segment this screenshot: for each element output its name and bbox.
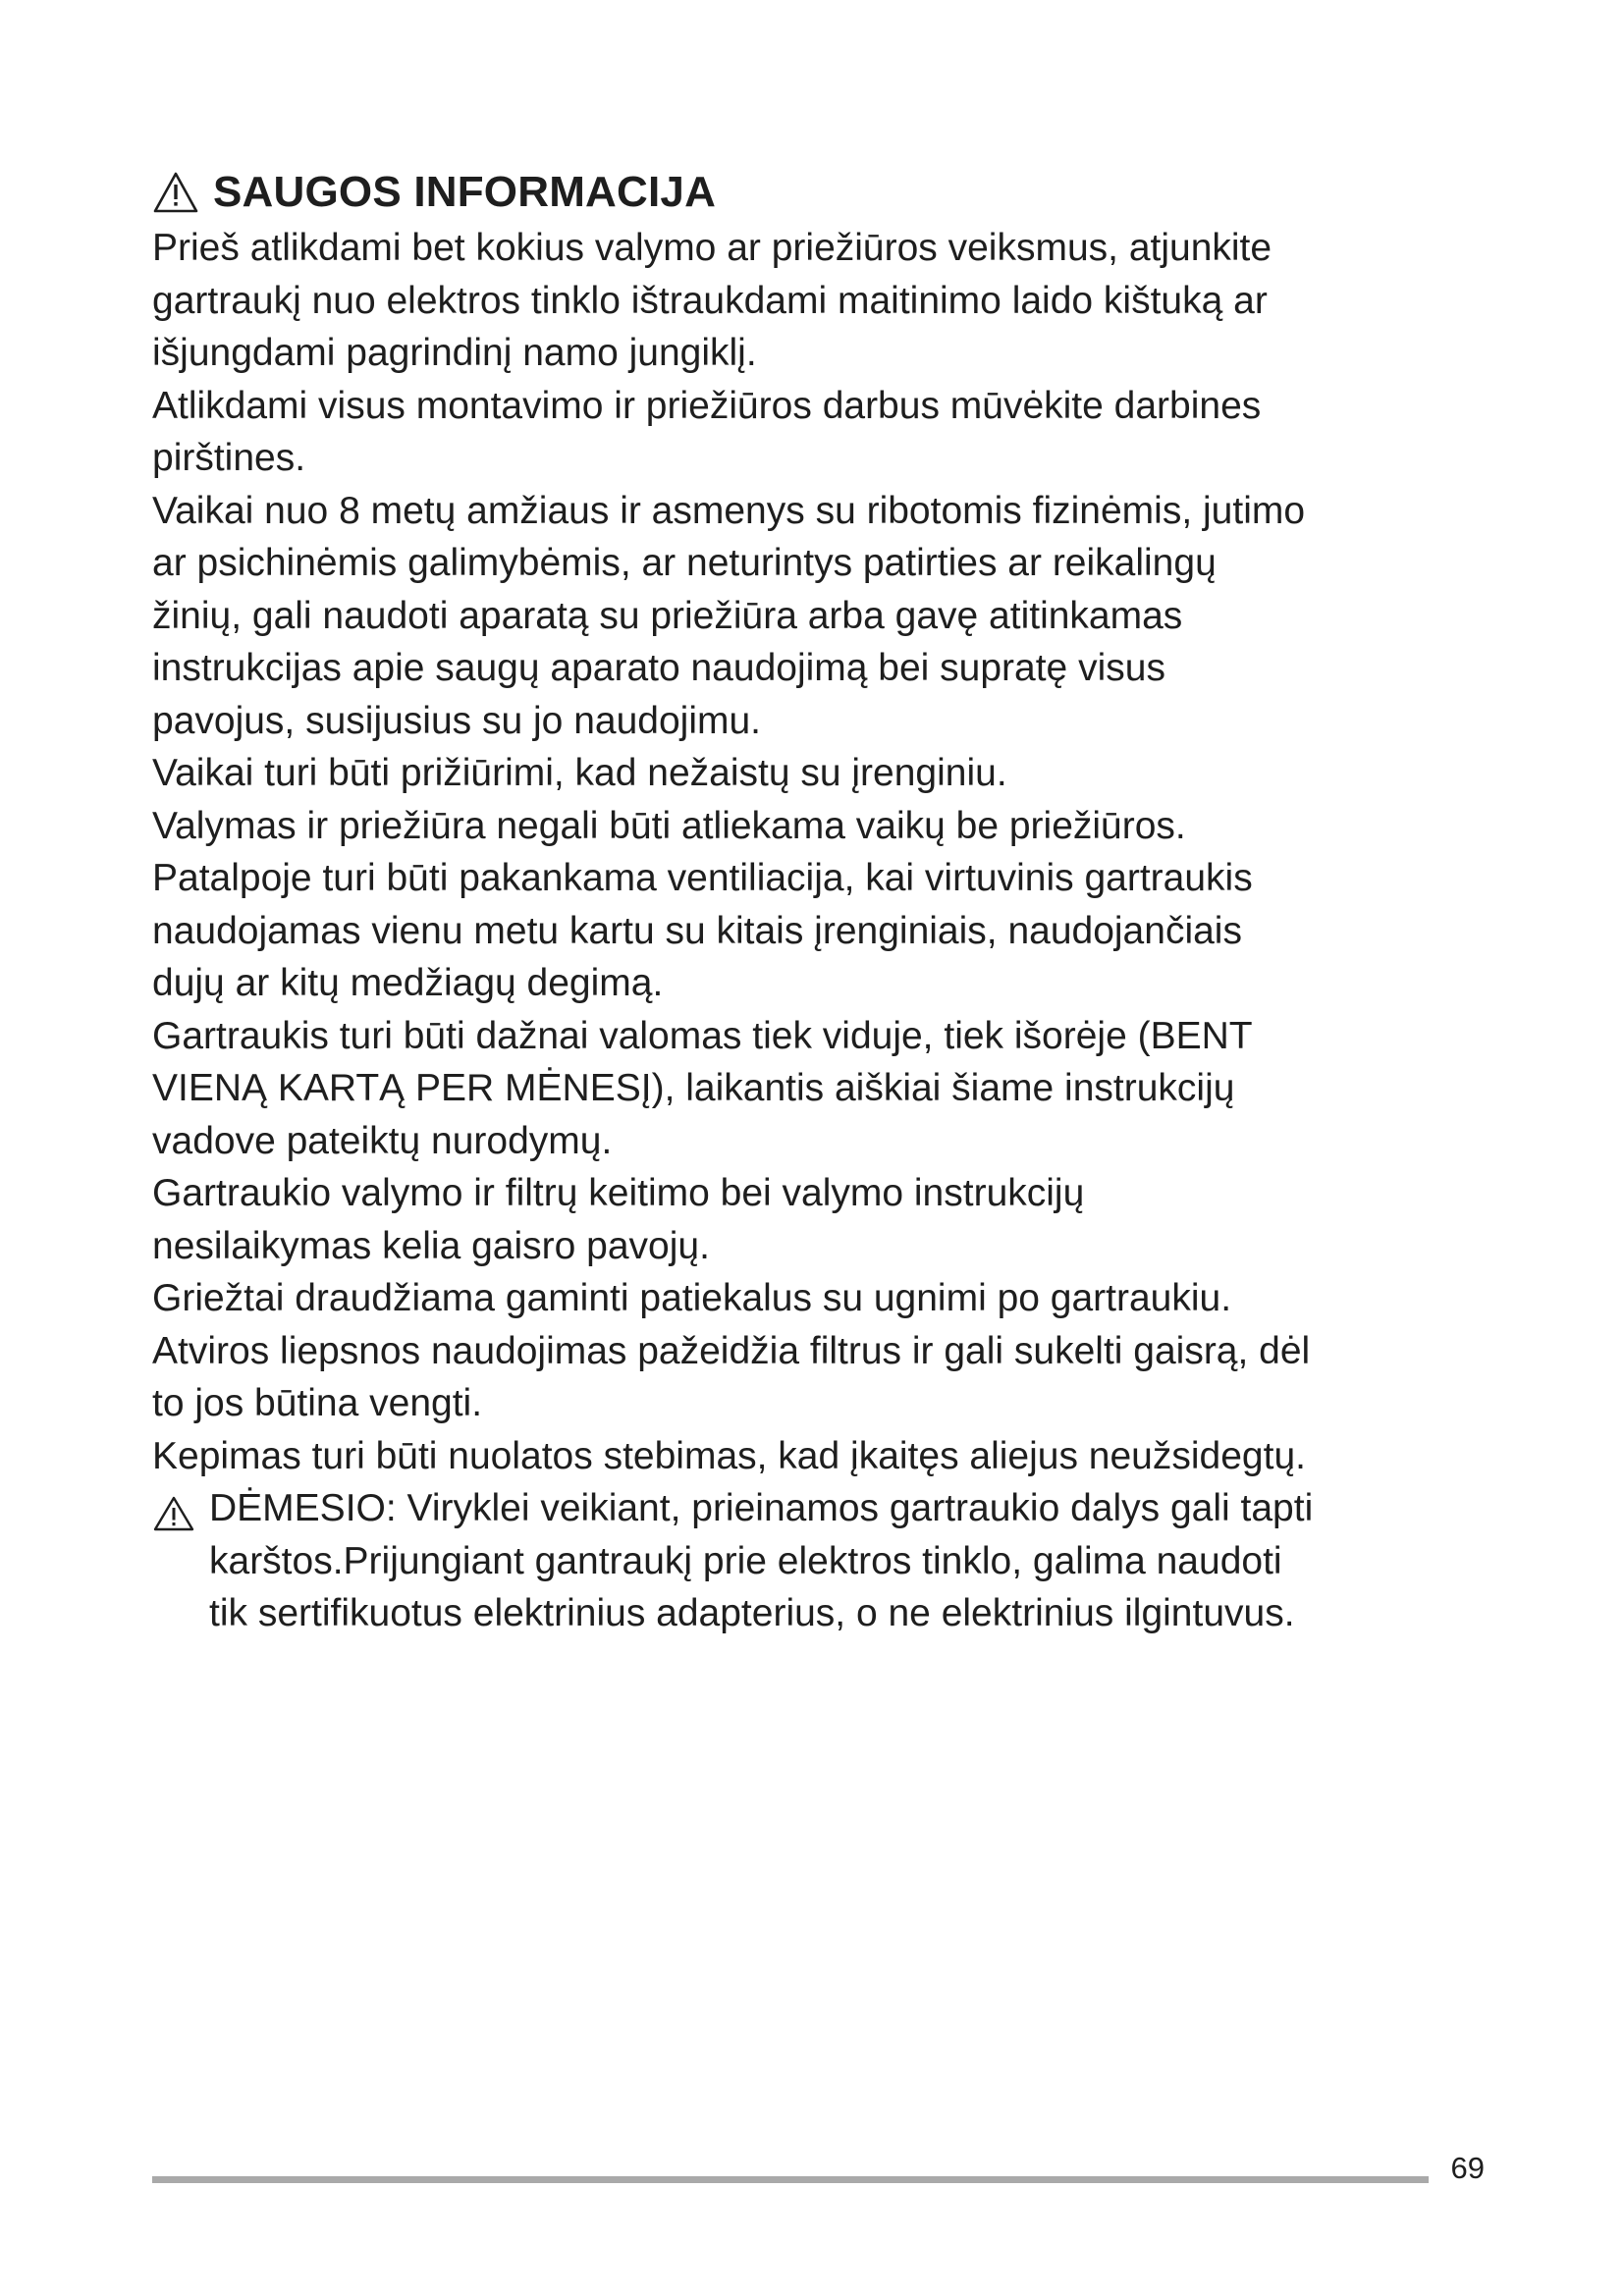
paragraph-line: Atlikdami visus montavimo ir priežiūros darbus mūvėkite darbines	[152, 384, 1262, 427]
warning-line: DĖMESIO: Viryklei veikiant, prieinamos gartraukio dalys gali tapti	[209, 1487, 1314, 1529]
paragraph-line: Vaikai turi būti prižiūrimi, kad nežaistų su įrenginiu.	[152, 752, 1007, 794]
paragraph-line: išjungdami pagrindinį namo jungiklį.	[152, 332, 757, 374]
paragraph-frying	[152, 1430, 1488, 1483]
page-number: 69	[1450, 2151, 1485, 2185]
paragraph-line: Griežtai draudžiama gaminti patiekalus su ugnimi po gartraukiu.	[152, 1277, 1232, 1319]
paragraph-ventilation	[152, 852, 1488, 1010]
footer-rule	[152, 2176, 1429, 2183]
paragraph-cleaning-children	[152, 800, 1488, 853]
paragraph-line: vadove pateiktų nurodymų.	[152, 1119, 613, 1162]
paragraph-line: pavojus, susijusius su jo naudojimu.	[152, 699, 762, 742]
warning-line: tik sertifikuotus elektrinius adapterius, o ne elektrinius ilgintuvus.	[209, 1592, 1295, 1634]
paragraph-gloves	[152, 380, 1488, 485]
paragraph-line: žinių, gali naudoti aparatą su priežiūra arba gavę atitinkamas	[152, 594, 1183, 637]
paragraph-line: Gartraukio valymo ir filtrų keitimo bei valymo instrukcijų	[152, 1172, 1085, 1214]
paragraph-fire-risk	[152, 1167, 1488, 1272]
paragraph-line: VIENĄ KARTĄ PER MĖNESĮ), laikantis aiškiai šiame instrukcijų	[152, 1067, 1235, 1109]
paragraph-line: Atviros liepsnos naudojimas pažeidžia filtrus ir gali sukelti gaisrą, dėl	[152, 1329, 1311, 1372]
paragraph-line: pirštines.	[152, 437, 306, 479]
paragraph-line: Kepimas turi būti nuolatos stebimas, kad įkaitęs aliejus neužsidegtų.	[152, 1434, 1306, 1477]
warning-line: karštos.Prijungiant gantraukį prie elektros tinklo, galima naudoti	[209, 1539, 1282, 1582]
paragraph-line: ar psichinėmis galimybėmis, ar neturintys patirties ar reikalingų	[152, 542, 1217, 584]
paragraph-line: instrukcijas apie saugų aparato naudojimą bei supratę visus	[152, 647, 1165, 689]
section-title: SAUGOS INFORMACIJA	[213, 168, 717, 216]
paragraph-line: Gartraukis turi būti dažnai valomas tiek viduje, tiek išorėje (BENT	[152, 1014, 1253, 1057]
paragraph-line: Valymas ir priežiūra negali būti atliekama vaikų be priežiūros.	[152, 804, 1186, 847]
warning-triangle-icon	[152, 1495, 195, 1532]
page-content	[152, 165, 1488, 1640]
warning-triangle-icon	[152, 171, 199, 214]
paragraph-disconnect	[152, 222, 1488, 380]
paragraph-line: gartraukį nuo elektros tinklo ištraukdami maitinimo laido kištuką ar	[152, 279, 1268, 322]
paragraph-line: dujų ar kitų medžiagų degimą.	[152, 962, 664, 1004]
paragraph-line: to jos būtina vengti.	[152, 1382, 483, 1424]
paragraph-line: Patalpoje turi būti pakankama ventiliacija, kai virtuvinis gartraukis	[152, 857, 1253, 899]
paragraph-line: Prieš atlikdami bet kokius valymo ar priežiūros veiksmus, atjunkite	[152, 227, 1272, 269]
paragraph-line: Vaikai nuo 8 metų amžiaus ir asmenys su ribotomis fizinėmis, jutimo	[152, 489, 1306, 532]
paragraph-line: naudojamas vienu metu kartu su kitais įrenginiais, naudojančiais	[152, 909, 1242, 952]
paragraph-flambe-prohibited	[152, 1272, 1488, 1325]
warning-note	[152, 1482, 1488, 1640]
paragraph-children-usage	[152, 485, 1488, 748]
paragraph-open-flame	[152, 1325, 1488, 1430]
paragraph-children-supervised	[152, 747, 1488, 800]
paragraph-line: nesilaikymas kelia gaisro pavojų.	[152, 1224, 710, 1267]
paragraph-cleaning-frequency	[152, 1010, 1488, 1168]
section-header	[152, 165, 1488, 220]
